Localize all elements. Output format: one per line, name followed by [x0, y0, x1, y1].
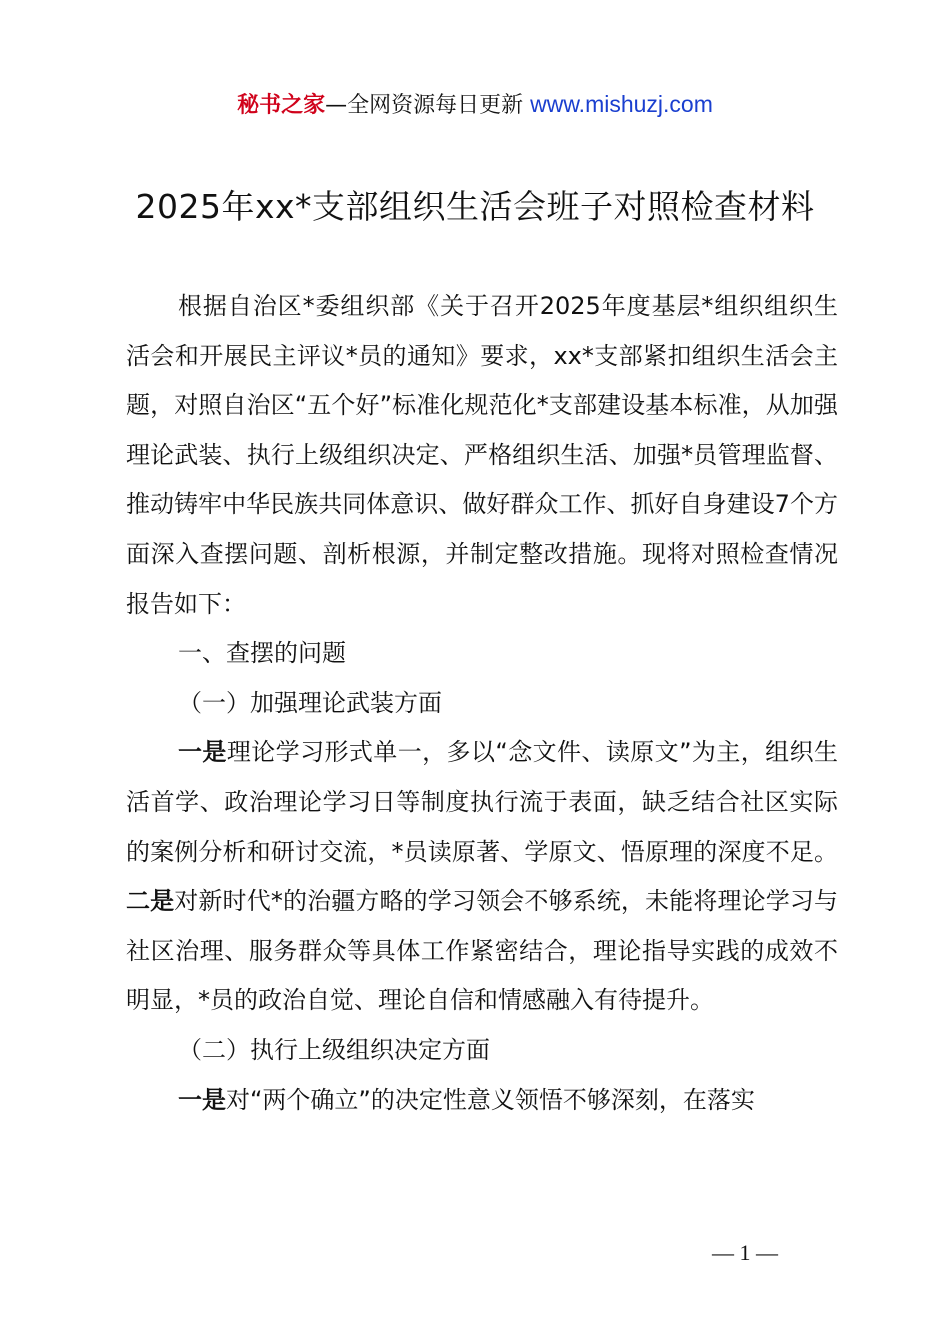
site-url-link[interactable]: www.mishuzj.com: [530, 91, 713, 117]
intro-paragraph: 根据自治区*委组织部《关于召开2025年度基层*组织组织生活会和开展民主评议*员的通知》要求，xx*支部紧扣组织生活会主题，对照自治区“五个好”标准化规范化*支部建设基本标准，从加强理论武装、执行上级组织决定、严格组织生活、加强*员管理监督、推动铸牢中华民族共同体意识、做好群众工作、抓好自身建设7个方面深入查摆问题、剖析根源，并制定整改措施。现将对照检查情况报告如下：: [126, 292, 838, 618]
page-number: — 1 —: [712, 1240, 778, 1265]
brand-name: 秘书之家: [237, 93, 326, 118]
body-paragraph: [126, 1076, 838, 1126]
point-lead: 一是: [178, 738, 227, 767]
point-lead: 一是: [178, 1085, 226, 1114]
point-text: 对新时代*的治疆方略的学习领会不够系统，未能将理论学习与社区治理、服务群众等具体工作紧密结合，理论指导实践的成效不明显，*员的政治自觉、理论自信和情感融入有待提升。: [126, 887, 839, 1015]
point-text: 理论学习形式单一，多以“念文件、读原文”为主，组织生活首学、政治理论学习日等制度执行流于表面，缺乏结合社区实际的案例分析和研讨交流，*员读原著、学原文、悟原理的深度不足。: [126, 738, 838, 866]
section-heading: 一、查摆的问题: [178, 639, 346, 668]
document-title: 2025年xx*支部组织生活会班子对照检查材料: [135, 187, 815, 226]
body-paragraph: [126, 728, 838, 1026]
point-text: 对“两个确立”的决定性意义领悟不够深刻，在落实: [226, 1085, 755, 1114]
point-lead: 二是: [126, 887, 175, 916]
site-header: [0, 88, 950, 122]
subsection-heading: （一）加强理论武装方面: [178, 688, 442, 717]
header-tagline: —全网资源每日更新: [325, 93, 531, 118]
document-body: [126, 282, 838, 1125]
subsection-heading: （二）执行上级组织决定方面: [178, 1035, 490, 1064]
